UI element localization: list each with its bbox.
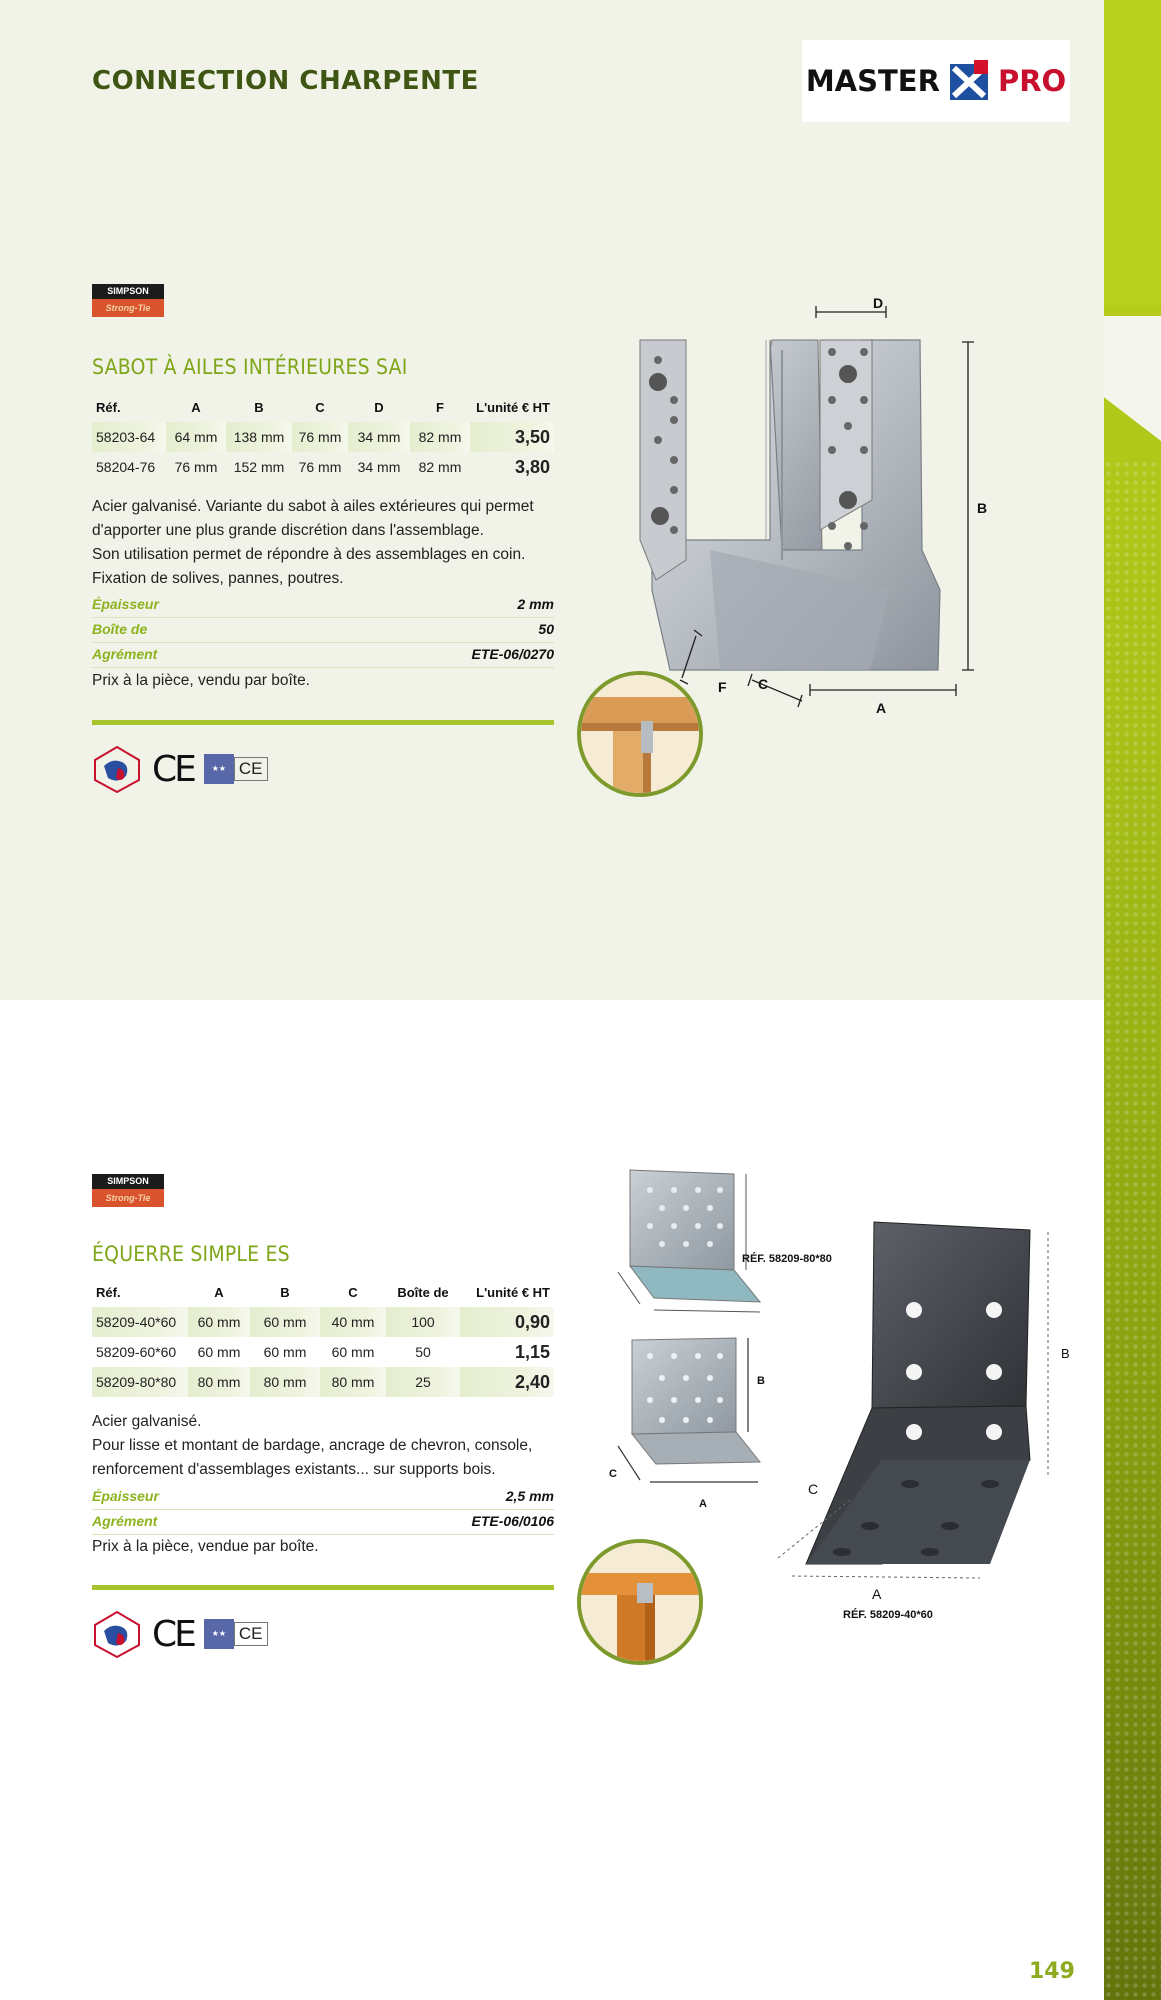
- dim-label-b: B: [757, 1375, 765, 1387]
- desc-line: Pour lisse et montant de bardage, ancrage de chevron, console,: [92, 1437, 533, 1454]
- dim-label-c: C: [808, 1481, 819, 1497]
- cell-b: 152 mm: [233, 459, 285, 475]
- desc-line: Son utilisation permet de répondre à des assemblages en coin.: [92, 546, 526, 563]
- dim-label-c: C: [758, 676, 769, 692]
- col-header: A: [191, 399, 201, 415]
- cell-c: 60 mm: [331, 1344, 375, 1360]
- cell-b: 138 mm: [226, 422, 292, 452]
- spec-value: ETE-06/0106: [471, 1513, 554, 1529]
- ce-mark: CE: [152, 1613, 194, 1655]
- dim-label-a: A: [876, 700, 887, 716]
- spec-label: Épaisseur: [92, 1488, 159, 1504]
- cell-b: 80 mm: [250, 1367, 320, 1397]
- cell-box: 100: [386, 1307, 460, 1337]
- col-header: C: [348, 1284, 358, 1300]
- cell-f: 82 mm: [418, 459, 462, 475]
- logo-master-text: MASTER: [805, 64, 940, 98]
- cell-ref: 58209-40*60: [92, 1307, 188, 1337]
- simpson-brand-badge: [92, 284, 164, 317]
- wood-joint-illustration: [581, 1543, 699, 1661]
- ref-caption-top: RÉF. 58209-80*80: [742, 1253, 832, 1265]
- dim-label-a: A: [872, 1586, 882, 1602]
- cell-d: 34 mm: [357, 459, 401, 475]
- ref-caption-bottom: RÉF. 58209-40*60: [843, 1609, 933, 1621]
- table-header-row: [92, 1277, 554, 1307]
- eu-flag-icon: ★★: [204, 754, 234, 784]
- section1-price-table: [92, 392, 554, 482]
- cell-c: 80 mm: [320, 1367, 386, 1397]
- cell-c: 76 mm: [292, 422, 348, 452]
- col-header: B: [254, 399, 264, 415]
- page-title: CONNECTION CHARPENTE: [92, 66, 479, 96]
- spec-label: Agrément: [92, 1513, 158, 1529]
- cell-ref: 58203-64: [92, 422, 166, 452]
- cell-box: 50: [415, 1344, 431, 1360]
- table-header-row: [92, 392, 554, 422]
- spec-thickness: [92, 593, 554, 618]
- table-row: [92, 422, 554, 452]
- brand-line2: Strong-Tie: [92, 1189, 164, 1207]
- cell-price: 3,80: [514, 456, 550, 477]
- section2-usage-thumbnail: [577, 1539, 703, 1665]
- masterpro-logo: [802, 40, 1070, 122]
- dim-label-f: F: [718, 679, 727, 695]
- table-row: [92, 1337, 554, 1367]
- ce-badge-text: CE: [234, 1622, 268, 1646]
- table-row: [92, 452, 554, 482]
- cell-ref: 58204-76: [96, 459, 156, 475]
- logo-star-icon: [946, 58, 992, 104]
- col-header: A: [214, 1284, 224, 1300]
- cell-a: 60 mm: [188, 1307, 250, 1337]
- spec-value: 50: [538, 621, 554, 637]
- col-header: F: [436, 399, 444, 415]
- dim-label-b: B: [977, 500, 988, 516]
- section2-description: [92, 1410, 562, 1482]
- cell-ref: 58209-80*80: [92, 1367, 188, 1397]
- cell-a: 76 mm: [174, 459, 218, 475]
- col-header: D: [374, 399, 384, 415]
- col-header: L'unité € HT: [476, 399, 550, 415]
- cell-a: 80 mm: [188, 1367, 250, 1397]
- cell-a: 64 mm: [166, 422, 226, 452]
- section2-title: ÉQUERRE SIMPLE ES: [92, 1242, 290, 1266]
- cell-d: 34 mm: [348, 422, 410, 452]
- col-header: B: [280, 1284, 290, 1300]
- cell-price: 2,40: [460, 1367, 554, 1397]
- desc-line: Fixation de solives, pannes, poutres.: [92, 570, 344, 587]
- dim-label-b: B: [1061, 1346, 1070, 1361]
- logo-pro-text: PRO: [997, 64, 1067, 98]
- desc-line: renforcement d'assemblages existants... sur supports bois.: [92, 1461, 496, 1478]
- cell-b: 60 mm: [263, 1344, 307, 1360]
- cell-a: 60 mm: [197, 1344, 241, 1360]
- page-number: 149: [1029, 1959, 1075, 1984]
- spec-label: Épaisseur: [92, 596, 159, 612]
- spec-value: 2 mm: [517, 596, 554, 612]
- table-row: [92, 1307, 554, 1337]
- spec-approval: [92, 643, 554, 668]
- col-header: Réf.: [96, 399, 121, 415]
- cell-price: 1,15: [514, 1341, 550, 1362]
- eu-flag-icon: ★★: [204, 1619, 234, 1649]
- spec-value: ETE-06/0270: [471, 646, 554, 662]
- dim-label-d: D: [873, 295, 884, 311]
- cell-b: 60 mm: [250, 1307, 320, 1337]
- ce-certificate-badge: [204, 754, 268, 784]
- spec-label: Agrément: [92, 646, 158, 662]
- brand-line1: SIMPSON: [92, 284, 164, 299]
- section2-price-table: [92, 1277, 554, 1397]
- spec-label: Boîte de: [92, 621, 148, 637]
- made-in-france-icon: [92, 1609, 142, 1659]
- desc-line: Acier galvanisé. Variante du sabot à ailes extérieures qui permet: [92, 498, 534, 515]
- brand-line1: SIMPSON: [92, 1174, 164, 1189]
- bracket-40x60-image: [778, 1222, 1048, 1578]
- section1-title: SABOT À AILES INTÉRIEURES SAI: [92, 355, 408, 379]
- spec-thickness: [92, 1485, 554, 1510]
- col-header: Réf.: [96, 1284, 121, 1300]
- section2-note: Prix à la pièce, vendue par boîte.: [92, 1538, 319, 1555]
- cell-c: 40 mm: [320, 1307, 386, 1337]
- col-header: L'unité € HT: [476, 1284, 550, 1300]
- made-in-france-icon: [92, 744, 142, 794]
- section1-note: Prix à la pièce, vendu par boîte.: [92, 672, 310, 689]
- cell-price: 3,50: [470, 422, 554, 452]
- simpson-brand-badge: [92, 1174, 164, 1207]
- table-row: [92, 1367, 554, 1397]
- section1-usage-thumbnail: [577, 671, 703, 797]
- spec-box: [92, 618, 554, 643]
- section1-certifications: [92, 744, 268, 794]
- cell-box: 25: [386, 1367, 460, 1397]
- wood-joint-illustration: [581, 675, 699, 793]
- brand-line2: Strong-Tie: [92, 299, 164, 317]
- spec-approval: [92, 1510, 554, 1535]
- section2-divider: [92, 1585, 554, 1590]
- section2-certifications: [92, 1609, 268, 1659]
- col-header: Boîte de: [397, 1284, 449, 1300]
- cell-f: 82 mm: [410, 422, 470, 452]
- cell-price: 0,90: [460, 1307, 554, 1337]
- cell-ref: 58209-60*60: [96, 1344, 177, 1360]
- desc-line: Acier galvanisé.: [92, 1413, 202, 1430]
- col-header: C: [315, 399, 325, 415]
- dim-label-a: A: [699, 1498, 707, 1510]
- section2-product-drawings: [610, 1160, 1080, 1620]
- bracket-80x80-image: [618, 1170, 760, 1312]
- desc-line: d'apporter une plus grande discrétion dans l'assemblage.: [92, 522, 484, 539]
- bracket-60x60-image: [618, 1338, 760, 1482]
- ce-certificate-badge: [204, 1619, 268, 1649]
- section1-divider: [92, 720, 554, 725]
- section1-description: [92, 495, 562, 591]
- right-edge-band-top: [1104, 0, 1161, 307]
- ce-badge-text: CE: [234, 757, 268, 781]
- cell-c: 76 mm: [298, 459, 342, 475]
- spec-value: 2,5 mm: [505, 1488, 554, 1504]
- ce-mark: CE: [152, 748, 194, 790]
- dim-label-c: C: [609, 1468, 617, 1480]
- right-edge-dot-pattern: [1104, 460, 1161, 2000]
